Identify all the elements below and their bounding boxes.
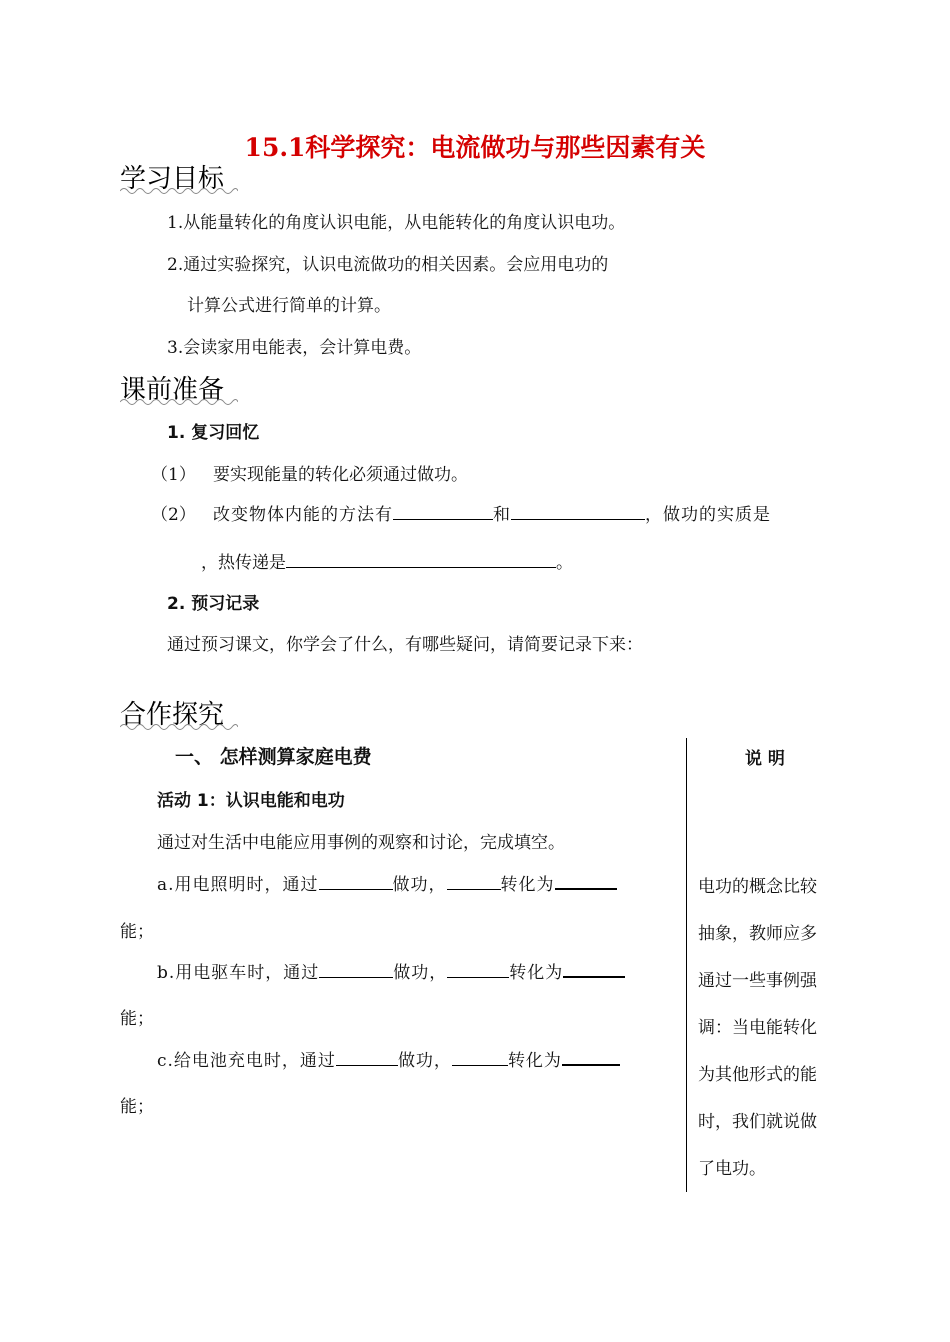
activity-title: 活动 1：认识电能和电功 bbox=[157, 791, 345, 811]
goal-item-1: 1.从能量转化的角度认识电能，从电能转化的角度认识电功。 bbox=[167, 213, 626, 233]
fill-row-b bbox=[157, 958, 625, 983]
fill-blank[interactable] bbox=[319, 959, 393, 978]
fill-blank[interactable] bbox=[319, 871, 393, 890]
question-1-text: 要实现能量的转化必须通过做功。 bbox=[213, 465, 468, 485]
fill-blank[interactable] bbox=[336, 1047, 398, 1066]
row-mid1: 做功， bbox=[397, 1051, 452, 1071]
question-2-part-c: ，做功的实质是 bbox=[645, 505, 771, 525]
row-mid1: 做功， bbox=[392, 875, 447, 895]
question-2-part-d: ，热传递是 bbox=[201, 553, 286, 573]
heading-wavy-underline bbox=[120, 186, 238, 196]
goal-item-2: 2.通过实验探究，认识电流做功的相关因素。会应用电功的 bbox=[167, 255, 609, 275]
question-1-number: （1） bbox=[151, 465, 196, 485]
row-prefix: b.用电驱车时，通过 bbox=[157, 963, 320, 983]
side-note bbox=[698, 864, 838, 1193]
part-title: 一、 怎样测算家庭电费 bbox=[175, 746, 372, 768]
row-mid2: 转化为 bbox=[500, 875, 555, 895]
question-2-part-b: 和 bbox=[493, 505, 511, 525]
row-mid1: 做功， bbox=[393, 963, 448, 983]
question-2-line bbox=[213, 500, 771, 525]
side-column-title: 说 明 bbox=[745, 749, 785, 769]
section-heading-goals: 学习目标 bbox=[120, 164, 225, 194]
row-mid2: 转化为 bbox=[507, 1051, 562, 1071]
fill-blank[interactable] bbox=[447, 959, 509, 978]
subheading-preview: 2. 预习记录 bbox=[167, 594, 260, 614]
fill-blank[interactable] bbox=[447, 871, 501, 890]
fill-blank[interactable] bbox=[563, 958, 625, 978]
fill-blank[interactable] bbox=[286, 549, 556, 568]
column-divider bbox=[686, 738, 687, 1192]
fill-blank[interactable] bbox=[393, 501, 493, 520]
heading-wavy-underline bbox=[120, 722, 238, 732]
section-heading-cooperation: 合作探究 bbox=[120, 700, 225, 730]
preview-note: 通过预习课文，你学会了什么，有哪些疑问，请简要记录下来： bbox=[167, 635, 643, 655]
subheading-review: 1. 复习回忆 bbox=[167, 423, 260, 443]
question-2-number: （2） bbox=[151, 505, 196, 525]
fill-row-a-end: 能； bbox=[120, 922, 154, 942]
side-note-line: 时，我们就说做 bbox=[698, 1112, 817, 1132]
fill-row-b-end: 能； bbox=[120, 1009, 154, 1029]
fill-blank[interactable] bbox=[562, 1046, 620, 1066]
question-2-line-2 bbox=[201, 548, 573, 573]
side-note-line: 电功的概念比较 bbox=[698, 877, 817, 897]
row-mid2: 转化为 bbox=[509, 963, 564, 983]
fill-row-a bbox=[157, 870, 617, 895]
side-note-line: 抽象，教师应多 bbox=[698, 924, 817, 944]
heading-wavy-underline bbox=[120, 397, 238, 407]
row-prefix: c.给电池充电时，通过 bbox=[157, 1051, 336, 1071]
fill-row-c-end: 能； bbox=[120, 1097, 154, 1117]
document-title: 15.1科学探究：电流做功与那些因素有关 bbox=[244, 133, 706, 162]
section-heading-prep: 课前准备 bbox=[120, 375, 225, 405]
fill-blank[interactable] bbox=[555, 870, 617, 890]
goal-item-3: 3.会读家用电能表，会计算电费。 bbox=[167, 338, 422, 358]
fill-blank[interactable] bbox=[452, 1047, 508, 1066]
side-note-line: 调：当电能转化 bbox=[698, 1018, 817, 1038]
fill-blank[interactable] bbox=[511, 501, 645, 520]
question-2-part-a: 改变物体内能的方法有 bbox=[213, 505, 393, 525]
fill-row-c bbox=[157, 1046, 620, 1071]
row-prefix: a.用电照明时，通过 bbox=[157, 875, 319, 895]
side-note-line: 为其他形式的能 bbox=[698, 1065, 817, 1085]
activity-intro: 通过对生活中电能应用事例的观察和讨论，完成填空。 bbox=[157, 833, 565, 853]
goal-item-2-cont: 计算公式进行简单的计算。 bbox=[187, 296, 391, 316]
question-2-part-e: 。 bbox=[556, 553, 573, 573]
side-note-line: 通过一些事例强 bbox=[698, 971, 817, 991]
side-note-line: 了电功。 bbox=[698, 1159, 766, 1179]
